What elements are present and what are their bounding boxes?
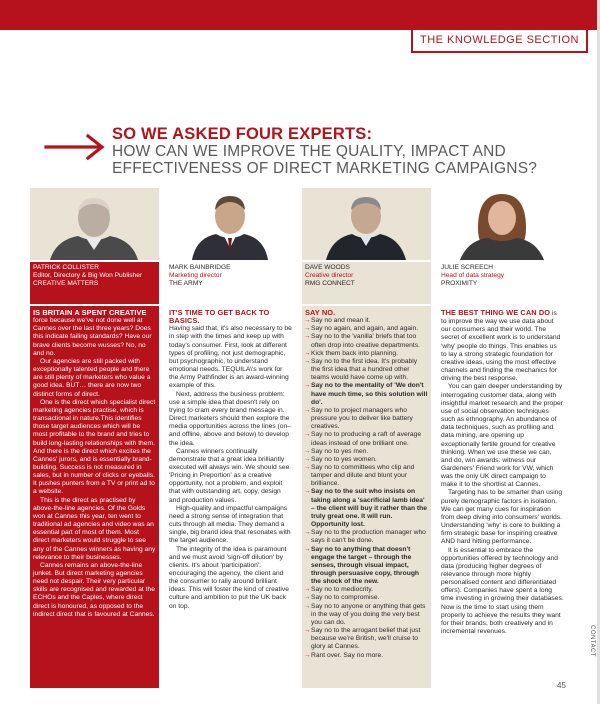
expert-column-woods [302,188,431,688]
section-tag: THE KNOWLEDGE SECTION [411,28,588,53]
answer-paragraph: Next, address the business problem: use a simple idea that doesn't rely on trying to cram every brand message in. Direct marketers should then explore the media opportunities across the lines (on– and offline, above and below) to develop the idea. [169,390,291,447]
answer-paragraph: High-quality and impactful campaigns need a strong sense of integration that cuts through all media. They demand a single, big brand idea that resonates with the target audience. [169,504,291,545]
answer-lead: SAY NO. [305,308,336,317]
expert-credit [166,262,295,304]
answer-paragraph: You can gain deeper understanding by interrogating customer data, along with insightful market research and the proper use of social observation techniques such as ethnography. An abundance of data techniques, such as profiling and data mining, are opening up exceptionally fertile ground for creative thinking. When we use these we can, and do, win awards: witness our Gardeners' Friend work for VW, which was the only UK direct campaign to make it to the shortlist at Cannes. [441,383,563,489]
expert-credit [30,262,159,304]
say-no-item: → Rant over. Say no more. [305,652,428,660]
say-no-item: → Say no to the 'vanilla' briefs that too often drop into creative departments. [305,333,428,349]
expert-name: DAVE WOODS [305,264,350,271]
headline-line-1: SO WE ASKED FOUR EXPERTS: [112,125,373,143]
answer-paragraph [441,309,564,383]
answer-paragraph: It is essential to embrace the opportunities offered by technology and data (producing higher degrees of relevance through more highly personalised content and differentiated offers). Companies have spent a long time investing in growing their databases. Now is the time to start using them properly to achieve the results they want for their brands, both creatively and in incremental revenues. [441,546,564,636]
expert-role: Marketing director [169,272,222,279]
say-no-item: → Say no to the first idea. It's probably the first idea that a hundred other teams would have come up with. [305,358,428,382]
say-no-item: → Say no to mediocrity. [305,586,428,594]
expert-column-collister [30,188,159,688]
headline-line-2: HOW CAN WE IMPROVE THE QUALITY, IMPACT AND EFFECTIVENESS OF DIRECT MARKETING CAMPAIGNS? [112,143,538,177]
answer-paragraph: Cannes remains an above-the-line junket. But direct marketing agencies need not despair. Their very particular skills are recognised and rewarded at the ECHOs and the Caples, where direct direct is honoured, as opposed to the indirect direct that is favoured at Cannes. [33,561,155,618]
answer-lead: THE BEST THING WE CAN DO [441,308,551,317]
answer-paragraph: This is the direct as practised by above-the-line agencies. Of the Golds won at Cannes this year, ten went to traditional ad agencies and video was an essential part of most of them. Most direct marketers would struggle to see any of the Cannes winners as having any relevance to their businesses. [33,496,156,561]
page-number: 45 [557,681,566,690]
expert-name: MARK BAINBRIDGE [169,264,231,271]
say-no-item: → Kick them back into planning. [305,350,428,358]
answer-paragraph: Cannes winners continually demonstrate that a great idea brilliantly executed will always win. We should see 'Pricing in Preportion' as a creative opportunity, not a problem, and exploit that with outstanding art, copy, design and production values. [169,447,290,504]
say-no-item: → Say no to the production manager who says it can't be done. [305,529,428,545]
expert-company: PROXIMITY [441,280,478,287]
expert-answer [302,306,431,688]
portrait-photo [438,188,567,260]
expert-column-screech [438,188,567,688]
say-no-item: → Say no to the suit who insists on taking along a 'sacrificial lamb idea' – the client will buy it rather than the truly great one. It will run. Opportunity lost. [305,488,428,529]
answer-paragraph: force because we've not done well at Cannes over the last three years? Does this indicate failing standards? Have our brave clients become wusses? No, no and no. [33,317,152,357]
say-no-item: → Say no to anything that doesn't engage the target – through the senses, through visual impact, through persuasive copy, through the shock of the new. [305,546,428,587]
portrait-photo [302,188,431,260]
say-no-list [305,317,428,660]
expert-credit [302,262,431,304]
say-no-item: → Say no to producing a raft of average ideas instead of one brilliant one. [305,431,428,447]
say-no-item: → Say no to compromise. [305,594,428,602]
say-no-item: → Say no to the arrogant belief that just because we're British, we'll cruise to glory at Cannes. [305,627,428,651]
say-no-item: → Say no to yes men. [305,448,428,456]
answer-paragraph: Having said that, it's also necessary to be in step with the times and keep up with today's consumer. First, look at different types of profiling, not just demographic, but psychographic, to understand emotional needs. TEQUILA\'s work for the Army Pathfinder is an award-winning example of this. [169,325,292,390]
expert-credit [438,262,567,304]
answer-lead: IT'S TIME TO GET BACK TO BASICS. [169,308,270,326]
expert-company: RMG CONNECT [305,280,355,287]
expert-role: Head of data strategy [441,272,505,279]
top-red-bar [0,0,600,30]
arrow-right-icon [44,132,106,162]
answer-paragraph-text: is to improve the way we use data about our consumers and their world. The secret of excellent work is to understand 'why' people do things. This enables us to lay a strong strategic foundation for creative ideas, using the most effective channels and finding the mechanics for driving the best response. [441,310,561,383]
side-label: CONTACT [589,625,595,658]
portrait-photo [30,188,159,260]
expert-columns [30,188,567,688]
expert-answer [438,306,567,688]
say-no-item: → Say no to project managers who pressure you to deliver like battery creatives. [305,407,428,431]
answer-lead: IS BRITAIN A SPENT CREATIVE [33,308,147,317]
expert-name: PATRICK COLLISTER [33,264,100,271]
say-no-item: → Say no to yes women. [305,456,428,464]
say-no-item: → Say no again, and again, and again. [305,325,428,333]
expert-answer [30,306,159,688]
expert-role: Creative director [305,272,354,279]
answer-paragraph: One is the direct which specialist direct marketing agencies practise, which is transactional in nature.This identifies those target audiences which will be most profitable to the brand and tries to build long-lasting relationships with them. And there is the direct which excites the Cannes' jurors, and is essentially brand-building. Success is not measured in sales, but in number of clicks or eyeballs. It pushes punters from a TV or print ad to a website. [33,398,156,496]
answer-paragraph: The integrity of the idea is paramount and we must avoid 'sign-off dilution' by clients. It's about 'participation': encouraging the agency, the client and the consumer to rally around brilliant ideas. This will foster the kind of creative culture and ambition to put the UK back on top. [169,545,289,610]
expert-role: Editor, Directory & Big Won Publisher [33,272,143,279]
answer-paragraph: Our agencies are still packed with exceptionally talented people and there are still plenty of marketers who value a good idea. BUT… there are now two distinct forms of direct. [33,357,151,398]
say-no-item: → Say no to committees who clip and tamper and dilute and blunt your brilliance. [305,464,428,488]
headline [112,125,582,177]
expert-column-bainbridge [166,188,295,688]
portrait-photo [166,188,295,260]
expert-company: THE ARMY [169,280,203,287]
expert-answer [166,306,295,688]
say-no-item: → Say no to anyone or anything that gets in the way of you doing the very best you can do. [305,603,428,627]
expert-company: CREATIVE MATTERS [33,280,99,287]
say-no-item: → Say no and mean it. [305,317,428,325]
expert-name: JULIE SCREECH [441,264,494,271]
answer-paragraph: Targeting has to be smarter than using purely demographic factors in isolation. We can get many cues for inspiration from deep diving into consumers' worlds. Understanding 'why' is core to building a firm strategic base for inspiring creative AND hard hitting performance. [441,489,563,546]
say-no-item: → Say no to the mentality of 'We don't have much time, so this solution will do'. [305,382,428,406]
